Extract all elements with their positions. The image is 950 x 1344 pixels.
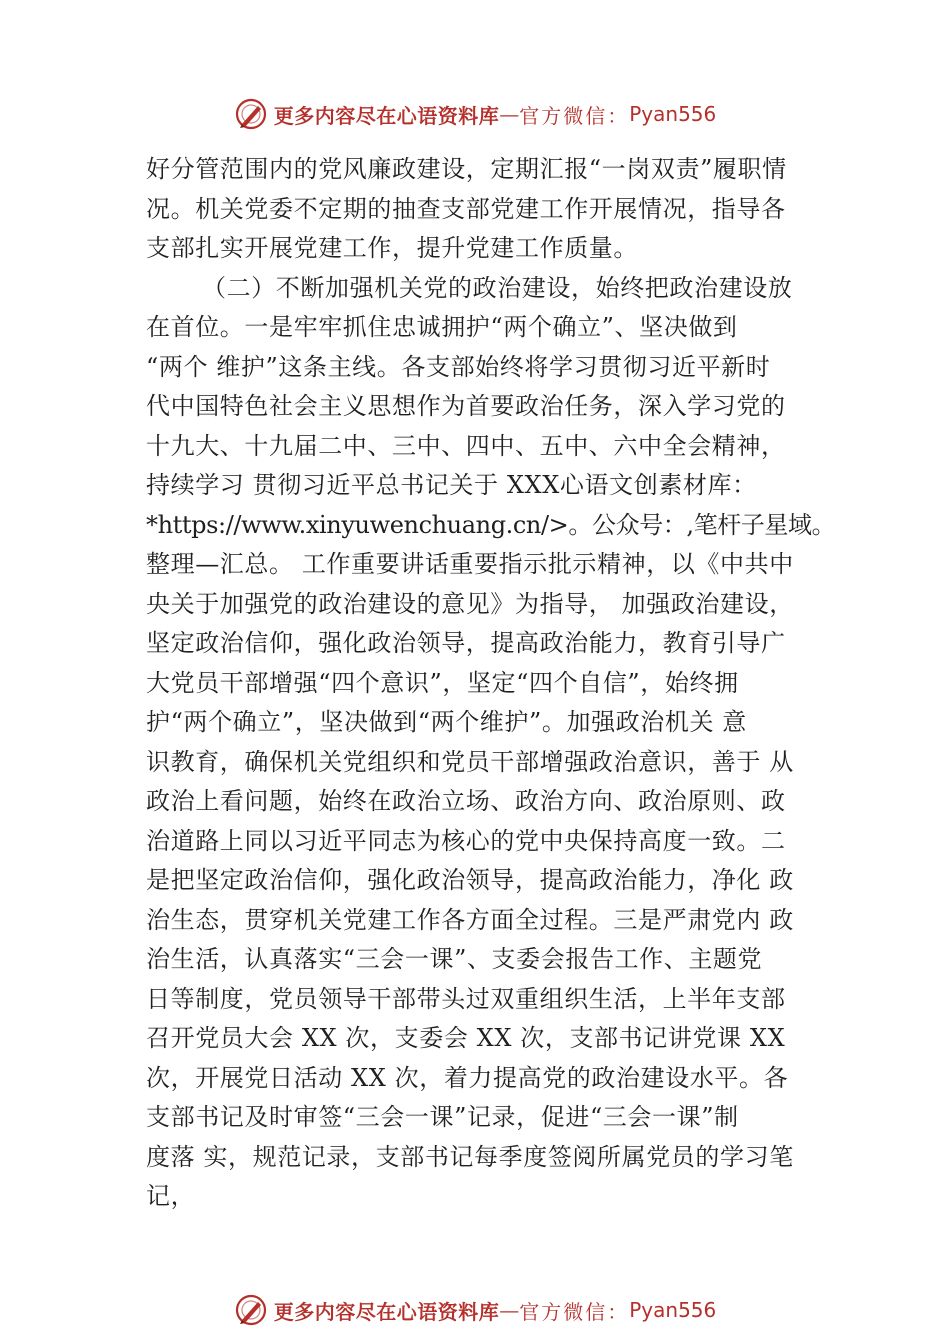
banner-separator: — [499, 1298, 520, 1322]
text-line: 召开党员大会 XX 次，支委会 XX 次，支部书记讲党课 XX [146, 1024, 786, 1052]
text-line: 好分管范围内的党风廉政建设，定期汇报“一岗双责”履职情 [146, 155, 787, 183]
text-line: 记， [146, 1182, 196, 1210]
text-line-url: *https://www.xinyuwenchuang.cn/>。公众号：,笔杆子星域。 [146, 510, 836, 539]
text-line: 在首位。一是牢牢抓住忠诚拥护“两个确立”、坚决做到 [146, 313, 738, 341]
text-line: 治生活，认真落实“三会一课”、支委会报告工作、主题党 [146, 945, 763, 973]
text-line: 识教育，确保机关党组织和党员干部增强政治意识，善于 从 [146, 747, 794, 776]
section-heading-line: （二）不断加强机关党的政治建设，始终把政治建设放 [202, 273, 793, 302]
banner-separator: — [499, 102, 520, 126]
banner-main-text: 更多内容尽在心语资料库 [273, 103, 500, 128]
banner-wechat-label: 官方微信： [519, 1299, 630, 1324]
text-line: 代中国特色社会主义思想作为首要政治任务，深入学习党的 [146, 392, 786, 420]
text-line: 况。机关党委不定期的抽查支部党建工作开展情况，指导各 [146, 194, 786, 223]
text-line: 日等制度，党员领导干部带头过双重组织生活，上半年支部 [146, 984, 786, 1013]
text-line: 央关于加强党的政治建设的意见》为指导， 加强政治建设， [146, 589, 794, 618]
document-body [146, 150, 846, 1217]
text-line: “两个 维护”这条主线。各支部始终将学习贯彻习近平新时 [146, 352, 771, 381]
text-line: 次，开展党日活动 XX 次，着力提高党的政治建设水平。各 [146, 1063, 789, 1092]
banner-wechat-id: Pyan556 [629, 1298, 717, 1322]
text-line: 大党员干部增强“四个意识”，坚定“四个自信”，始终拥 [146, 668, 739, 697]
text-line: 护“两个确立”，坚决做到“两个维护”。加强政治机关 意 [146, 708, 747, 736]
banner-wechat-label: 官方微信： [519, 103, 630, 128]
text-line: 度落 实，规范记录，支部书记每季度签阅所属党员的学习笔 [146, 1142, 794, 1171]
text-line: 坚定政治信仰，强化政治领导，提高政治能力，教育引导广 [146, 629, 786, 657]
header-banner [0, 94, 950, 134]
pen-logo-icon [234, 97, 268, 131]
text-line: 支部书记及时审签“三会一课”记录，促进“三会一课”制 [146, 1103, 739, 1131]
text-line: 持续学习 贯彻习近平总书记关于 XXX心语文创素材库： [146, 471, 757, 499]
text-line: 是把坚定政治信仰，强化政治领导，提高政治能力，净化 政 [146, 866, 794, 894]
text-line: 政治上看问题，始终在政治立场、政治方向、政治原则、政 [146, 787, 786, 815]
banner-main-text: 更多内容尽在心语资料库 [273, 1299, 500, 1324]
text-line: 治道路上同以习近平同志为核心的党中央保持高度一致。二 [146, 826, 786, 855]
pen-logo-icon [234, 1293, 268, 1327]
text-line: 整理—汇总。 工作重要讲话重要指示批示精神，以《中共中 [146, 550, 794, 578]
banner-wechat-id: Pyan556 [629, 102, 717, 126]
footer-banner [0, 1290, 950, 1330]
text-line: 治生态，贯穿机关党建工作各方面全过程。三是严肃党内 政 [146, 905, 794, 934]
text-line: 支部扎实开展党建工作，提升党建工作质量。 [146, 234, 638, 262]
text-line: 十九大、十九届二中、三中、四中、五中、六中全会精神， [146, 431, 786, 460]
